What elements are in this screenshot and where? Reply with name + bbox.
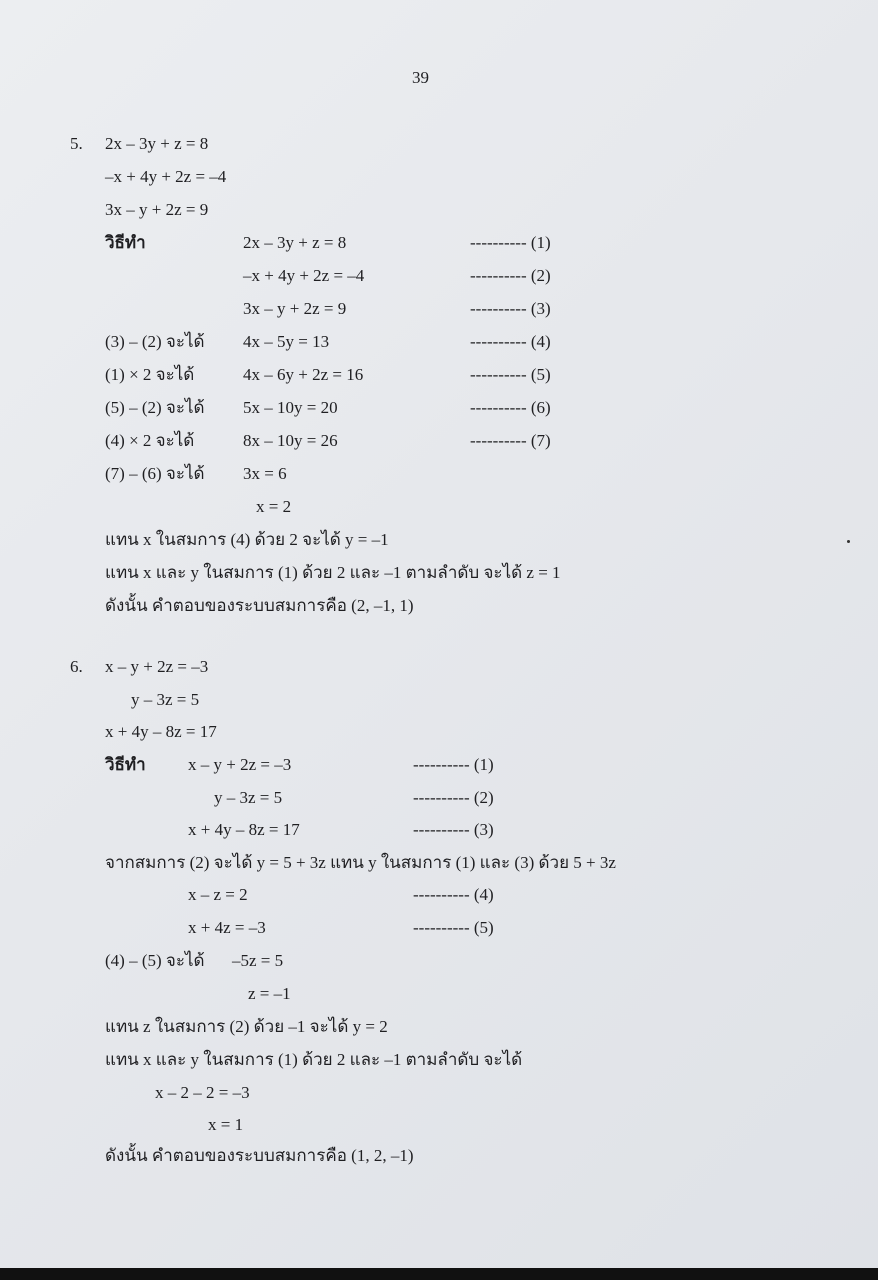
p6-eq5: x + 4z = –3 [188, 918, 266, 937]
p6-system-eq1: x – y + 2z = –3 [105, 657, 209, 676]
p6-calc-2: x = 1 [208, 1115, 244, 1134]
p6-eq3: x + 4y – 8z = 17 [188, 820, 300, 839]
p6-system-eq2: y – 3z = 5 [131, 690, 200, 709]
p5-system-eq3: 3x – y + 2z = 9 [105, 200, 209, 219]
p6-answer: ดังนั้น คำตอบของระบบสมการคือ (1, 2, –1) [105, 1146, 414, 1165]
p5-method-label: วิธีทำ [105, 233, 146, 252]
p6-system-eq3: x + 4y – 8z = 17 [105, 722, 217, 741]
p5-tag-1: ---------- (1) [470, 233, 551, 252]
p6-substitution-1: แทน z ในสมการ (2) ด้วย –1 จะได้ y = 2 [105, 1017, 388, 1036]
p6-eq4: x – z = 2 [188, 885, 248, 904]
p5-step6-eq: 5x – 10y = 20 [243, 398, 338, 417]
p5-tag-2: ---------- (2) [470, 266, 551, 285]
p5-step5-label: (1) × 2 จะได้ [105, 365, 195, 384]
p5-tag-3: ---------- (3) [470, 299, 551, 318]
scan-speck [847, 540, 850, 543]
p5-eq3: 3x – y + 2z = 9 [243, 299, 347, 318]
p6-calc-1: x – 2 – 2 = –3 [155, 1083, 250, 1102]
p5-answer: ดังนั้น คำตอบของระบบสมการคือ (2, –1, 1) [105, 596, 414, 615]
p5-substitution-2: แทน x และ y ในสมการ (1) ด้วย 2 และ –1 ตามลำดับ จะได้ z = 1 [105, 563, 561, 582]
p5-x-result: x = 2 [256, 497, 292, 516]
problem-6-number: 6. [70, 657, 83, 676]
p5-step8-eq: 3x = 6 [243, 464, 287, 483]
p5-tag-7: ---------- (7) [470, 431, 551, 450]
p6-eq2: y – 3z = 5 [214, 788, 283, 807]
p6-eq1: x – y + 2z = –3 [188, 755, 292, 774]
p5-system-eq2: –x + 4y + 2z = –4 [105, 167, 227, 186]
p6-step6-label: (4) – (5) จะได้ [105, 951, 205, 970]
p6-tag-3: ---------- (3) [413, 820, 494, 839]
p5-step5-eq: 4x – 6y + 2z = 16 [243, 365, 364, 384]
p6-method-label: วิธีทำ [105, 755, 146, 774]
p6-tag-1: ---------- (1) [413, 755, 494, 774]
p5-tag-5: ---------- (5) [470, 365, 551, 384]
p5-tag-4: ---------- (4) [470, 332, 551, 351]
p5-step4-eq: 4x – 5y = 13 [243, 332, 330, 351]
p6-step6-eq: –5z = 5 [232, 951, 284, 970]
p5-step7-label: (4) × 2 จะได้ [105, 431, 195, 450]
p5-substitution-1: แทน x ในสมการ (4) ด้วย 2 จะได้ y = –1 [105, 530, 389, 549]
p6-tag-4: ---------- (4) [413, 885, 494, 904]
p5-step4-label: (3) – (2) จะได้ [105, 332, 205, 351]
scan-bottom-border [0, 1268, 878, 1280]
p6-tag-5: ---------- (5) [413, 918, 494, 937]
p5-step7-eq: 8x – 10y = 26 [243, 431, 338, 450]
p5-eq2: –x + 4y + 2z = –4 [243, 266, 365, 285]
p5-tag-6: ---------- (6) [470, 398, 551, 417]
p6-substitution-2: แทน x และ y ในสมการ (1) ด้วย 2 และ –1 ตามลำดับ จะได้ [105, 1050, 523, 1069]
p6-z-result: z = –1 [248, 984, 291, 1003]
p5-system-eq1: 2x – 3y + z = 8 [105, 134, 209, 153]
p6-from-eq2: จากสมการ (2) จะได้ y = 5 + 3z แทน y ในสมการ (1) และ (3) ด้วย 5 + 3z [105, 853, 616, 872]
page-number: 39 [412, 68, 429, 87]
p5-eq1: 2x – 3y + z = 8 [243, 233, 347, 252]
p5-step8-label: (7) – (6) จะได้ [105, 464, 205, 483]
p6-tag-2: ---------- (2) [413, 788, 494, 807]
p5-step6-label: (5) – (2) จะได้ [105, 398, 205, 417]
problem-5-number: 5. [70, 134, 83, 153]
